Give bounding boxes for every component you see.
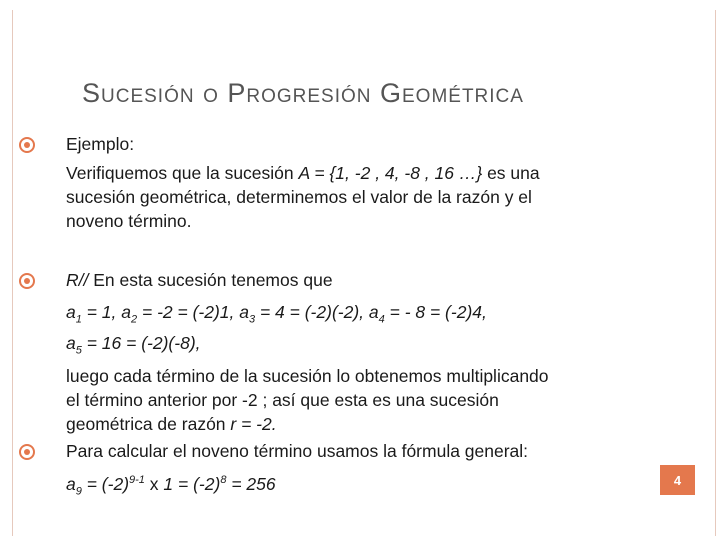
equation-line: $a_1 = 1$, $a_2 = -2 = (-2)1$, $a_3 = 4 = (-2)(-2)$, $a_4$ = - 8 = (-2)4, [66, 302, 487, 326]
set-notation: A = {1, -2 , 4, -8 , 16 …} [298, 163, 483, 183]
bullet-icon [18, 136, 36, 154]
answer-label: R// [66, 270, 89, 290]
paragraph-line: geométrica de razón r = -2. [66, 414, 277, 434]
paragraph-line: noveno término. [66, 211, 192, 231]
slide-title: Sucesión o Progresión Geométrica [82, 78, 524, 108]
answer-line [66, 270, 333, 290]
paragraph-line: el término anterior por -2 ; así que esta es una sucesión [66, 390, 499, 410]
paragraph-line [66, 163, 540, 183]
text: Verifiquemos que la sucesión [66, 163, 299, 183]
text: es una [482, 163, 540, 183]
bullet-icon [18, 443, 36, 461]
bullet-icon [18, 272, 36, 290]
text: En esta sucesión tenemos que [88, 270, 333, 290]
paragraph-line: luego cada término de la sucesión lo obtenemos multiplicando [66, 366, 549, 386]
formula-line: $a_9 = (-2)^{9-1}$ x $1 = (-2)^8 = 256$ [66, 474, 276, 498]
formula-intro: Para calcular el noveno término usamos la fórmula general: [66, 441, 529, 461]
ejemplo-label: Ejemplo: [66, 134, 135, 154]
paragraph-line: sucesión geométrica, determinemos el valor de la razón y el [66, 187, 532, 207]
equation-line: $a_5 = 16 = (-2)(-8)$, [66, 333, 201, 357]
page-number-badge: 4 [660, 465, 695, 495]
